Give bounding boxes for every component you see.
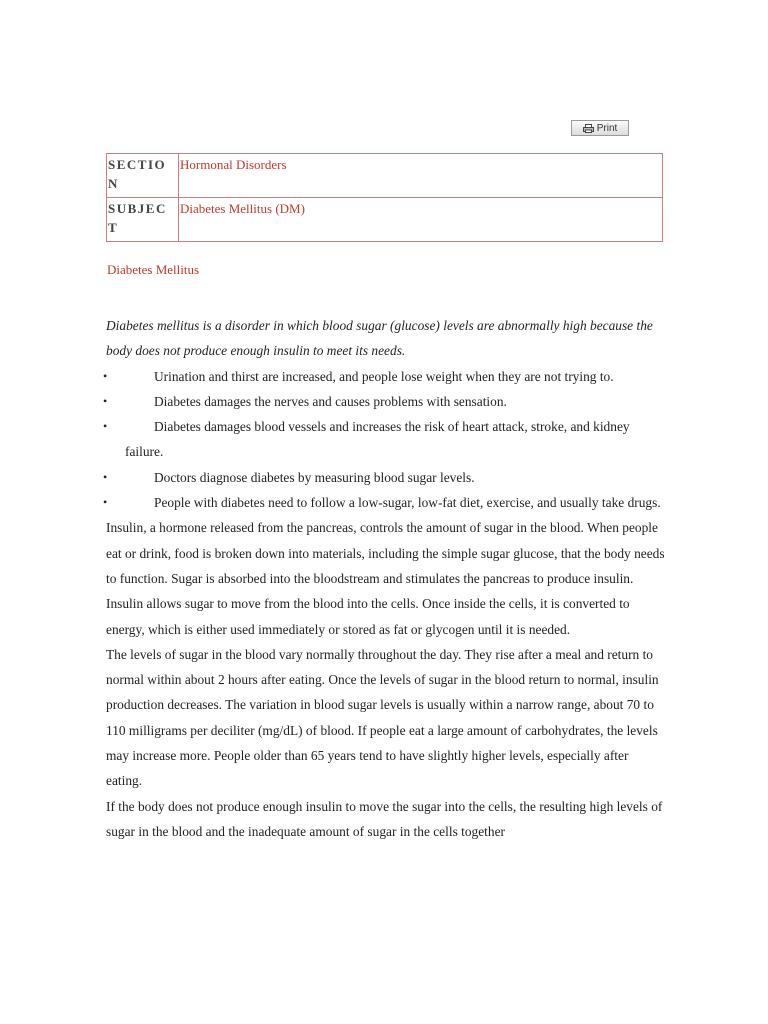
print-button[interactable] xyxy=(571,120,629,136)
intro-summary: Diabetes mellitus is a disorder in which blood sugar (glucose) levels are abnormally high because the body does not produce enough insulin to meet its needs. xyxy=(106,318,653,359)
subject-label: SUBJECT xyxy=(107,198,179,242)
list-item: • People with diabetes need to follow a low-sugar, low-fat diet, exercise, and usually take drugs. xyxy=(106,490,666,515)
bullet-icon: • xyxy=(103,495,108,510)
body-paragraph: Insulin, a hormone released from the pancreas, controls the amount of sugar in the blood. When people eat or drink, food is broken down into materials, including the simple sugar glucose, that the body needs to function. Sugar is absorbed into the bloodstream and stimulates the pancreas to produce insulin. Insulin allows sugar to move from the blood into the cells. Once inside the cells, it is converted to energy, which is either used immediately or stored as fat or glycogen until it is needed. xyxy=(106,520,665,637)
list-item: • Doctors diagnose diabetes by measuring blood sugar levels. xyxy=(106,465,666,490)
bullet-icon: • xyxy=(103,393,108,408)
key-points-list xyxy=(103,364,666,516)
body-paragraph: If the body does not produce enough insulin to move the sugar into the cells, the resulting high levels of sugar in the blood and the inadequate amount of sugar in the cells together xyxy=(106,798,663,839)
subject-row xyxy=(107,198,663,242)
print-button-label: Print xyxy=(596,122,618,134)
printer-icon xyxy=(583,124,594,133)
bullet-icon: • xyxy=(103,368,108,383)
list-item: • Diabetes damages blood vessels and increases the risk of heart attack, stroke, and kidney failure. xyxy=(106,414,666,465)
list-item: • Diabetes damages the nerves and causes problems with sensation. xyxy=(106,389,666,414)
section-row xyxy=(107,154,663,198)
section-value: Hormonal Disorders xyxy=(179,154,663,198)
list-item: • Urination and thirst are increased, and people lose weight when they are not trying to. xyxy=(106,364,666,389)
bullet-icon: • xyxy=(103,469,108,484)
article-meta-table xyxy=(106,153,663,242)
subject-value: Diabetes Mellitus (DM) xyxy=(179,198,663,242)
bullet-icon: • xyxy=(103,419,108,434)
article-body xyxy=(103,313,666,844)
section-label: SECTION xyxy=(107,154,179,198)
article-heading: Diabetes Mellitus xyxy=(107,262,200,277)
body-paragraph: The levels of sugar in the blood vary normally throughout the day. They rise after a meal and return to normal within about 2 hours after eating. Once the levels of sugar in the blood return to normal, insulin production decreases. The variation in blood sugar levels is usually within a narrow range, about 70 to 110 milligrams per deciliter (mg/dL) of blood. If people eat a large amount of carbohydrates, the levels may increase more. People older than 65 years tend to have slightly higher levels, especially after eating. xyxy=(106,646,659,789)
